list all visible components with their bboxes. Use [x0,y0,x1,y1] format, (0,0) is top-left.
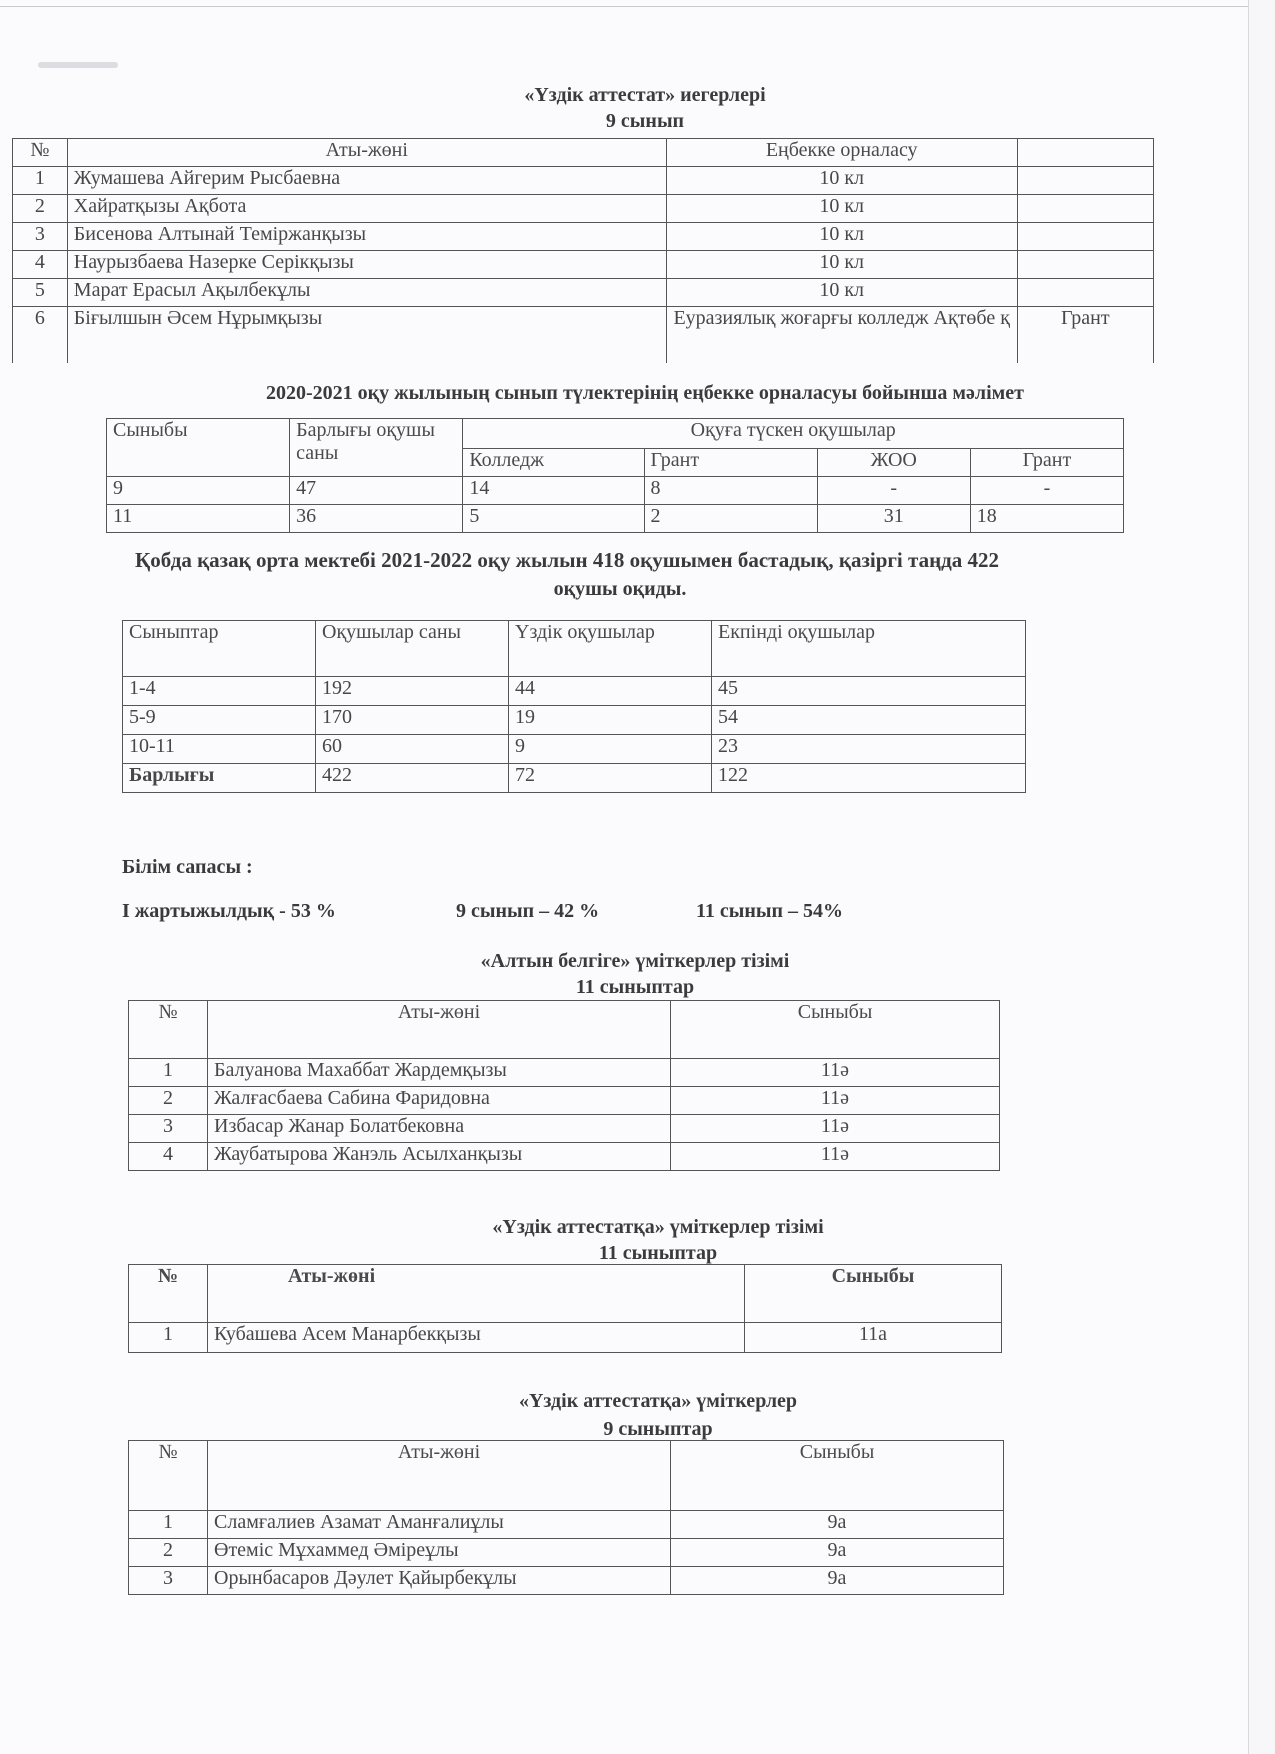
table-honors-9 [12,138,1154,363]
cell-number: 1 [129,1323,208,1353]
enrollment-statement-line1: Қобда қазақ орта мектебі 2021-2022 оқу жылын 418 оқушымен бастадық, қазіргі таңда 422 [135,548,1000,572]
cell-name: Избасар Жанар Болатбековна [208,1115,671,1143]
table-header-row [129,1265,1002,1323]
col-name-header: Аты-жөні [208,1441,671,1511]
table-enrollment-2021-2022 [122,620,1026,793]
cell-grant1: 8 [644,477,817,505]
table-row [129,1115,1000,1143]
col-number-header: № [129,1001,208,1059]
cell-name: Бiғылшын Әсем Нұрымқызы [67,307,666,363]
cell-total: 36 [290,505,463,533]
table-row [107,505,1124,533]
cell-class: 9а [671,1511,1004,1539]
cell-students: 170 [316,706,509,735]
section6-title: «Үздік аттестатқа» үміткерлер тізімі [492,1216,824,1238]
cell-grant2: 18 [970,505,1123,533]
quality-semester: I жартыжылдық - 53 % [122,900,336,922]
cell-extra [1017,167,1153,195]
cell-class: 11ә [671,1087,1000,1115]
table-honors-candidates-9 [128,1440,1004,1595]
table-row [129,1059,1000,1087]
col-placement-header: Еңбекке орналасу [666,139,1017,167]
cell-class: 9а [671,1539,1004,1567]
col-grant2-header: Грант [970,449,1123,477]
cell-name: Өтеміс Мұхаммед Әміреұлы [208,1539,671,1567]
cell-number: 5 [13,279,68,307]
cell-students-total: 422 [316,764,509,793]
cell-extra [1017,223,1153,251]
cell-name: Жалғасбаева Сабина Фаридовна [208,1087,671,1115]
table-row [107,477,1124,505]
col-extra-header [1017,139,1153,167]
col-number-header: № [129,1441,208,1511]
cell-extra [1017,279,1153,307]
cell-name: Марат Ерасыл Ақылбекұлы [67,279,666,307]
cell-class: 11а [745,1323,1002,1353]
cell-number: 3 [129,1115,208,1143]
table-header-row [129,1001,1000,1059]
section2-title: 2020-2021 оқу жылының сынып түлектерінің еңбекке орналасуы бойынша мәлімет [266,382,1024,404]
cell-placement: 10 кл [666,223,1017,251]
table-header-row [107,419,1124,449]
table-row [13,251,1154,279]
col-good-header: Екпінді оқушылар [712,621,1026,677]
cell-number: 2 [129,1087,208,1115]
cell-number: 4 [13,251,68,279]
quality-label: Білім сапасы : [122,856,253,878]
table-header-row [13,139,1154,167]
table-row [13,167,1154,195]
cell-class: 11ә [671,1059,1000,1087]
cell-placement: 10 кл [666,279,1017,307]
cell-class: 11ә [671,1143,1000,1171]
cell-name: Хайратқызы Ақбота [67,195,666,223]
cell-number: 1 [13,167,68,195]
cell-excellent: 19 [509,706,712,735]
cell-college: 5 [463,505,644,533]
table-row [129,1143,1000,1171]
cell-class: 11ә [671,1115,1000,1143]
cell-extra [1017,195,1153,223]
cell-class: 9 [107,477,290,505]
cell-name: Жумашева Айгерим Рысбаевна [67,167,666,195]
cell-excellent-total: 72 [509,764,712,793]
cell-grades: 1-4 [123,677,316,706]
cell-name: Бисенова Алтынай Теміржанқызы [67,223,666,251]
table-gold-medal-candidates [128,1000,1000,1171]
table-row [13,307,1154,363]
cell-placement: 10 кл [666,251,1017,279]
scan-mark [38,62,118,68]
cell-placement: 10 кл [666,195,1017,223]
section7-title: «Үздік аттестатқа» үміткерлер [518,1390,798,1412]
col-name-header: Аты-жөні [208,1265,745,1323]
cell-grades-total: Барлығы [123,764,316,793]
table-graduates-2020-2021 [106,418,1124,533]
cell-univ: - [817,477,970,505]
col-college-header: Колледж [463,449,644,477]
cell-number: 1 [129,1059,208,1087]
cell-number: 2 [13,195,68,223]
cell-grades: 5-9 [123,706,316,735]
col-number-header: № [13,139,68,167]
table-row [129,1323,1002,1353]
table-row [13,195,1154,223]
col-class-header: Сыныбы [745,1265,1002,1323]
cell-total: 47 [290,477,463,505]
col-class-header: Сыныбы [107,419,290,477]
cell-name: Сламғалиев Азамат Аманғалиұлы [208,1511,671,1539]
table-row [129,1511,1004,1539]
col-class-header: Сыныбы [671,1441,1004,1511]
cell-good-total: 122 [712,764,1026,793]
cell-college: 14 [463,477,644,505]
top-edge-line [0,6,1248,7]
cell-name: Орынбасаров Дәулет Қайырбекұлы [208,1567,671,1595]
col-class-header: Сыныбы [671,1001,1000,1059]
section7-subtitle: 9 сыныптар [603,1418,713,1440]
cell-good: 54 [712,706,1026,735]
col-name-header: Аты-жөні [67,139,666,167]
cell-good: 45 [712,677,1026,706]
table-row [123,735,1026,764]
cell-excellent: 9 [509,735,712,764]
cell-grades: 10-11 [123,735,316,764]
table-row [123,706,1026,735]
table-row [123,677,1026,706]
col-excellent-header: Үздік оқушылар [509,621,712,677]
cell-grant2: - [970,477,1123,505]
col-total-header: Барлығы оқушы саны [290,419,463,477]
enrollment-statement-line2: оқушы оқиды. [553,578,687,600]
table-header-row [123,621,1026,677]
table-total-row [123,764,1026,793]
cell-students: 60 [316,735,509,764]
cell-class: 9а [671,1567,1004,1595]
cell-univ: 31 [817,505,970,533]
cell-number: 1 [129,1511,208,1539]
cell-name: Наурызбаева Назерке Серікқызы [67,251,666,279]
col-admitted-group-header: Оқуға түскен оқушылар [463,419,1124,449]
cell-placement: Еуразиялық жоғарғы колледж Ақтөбе қ [666,307,1017,363]
table-row [13,279,1154,307]
table-row [13,223,1154,251]
section1-title: «Үздік аттестат» иегерлері [524,84,766,106]
cell-number: 4 [129,1143,208,1171]
col-students-header: Оқушылар саны [316,621,509,677]
section6-subtitle: 11 сыныптар [598,1242,718,1264]
cell-excellent: 44 [509,677,712,706]
cell-good: 23 [712,735,1026,764]
table-row [129,1087,1000,1115]
cell-name: Жаубатырова Жанэль Асылханқызы [208,1143,671,1171]
section1-subtitle: 9 сынып [605,110,685,132]
col-number-header: № [129,1265,208,1323]
col-grades-header: Сыныптар [123,621,316,677]
cell-number: 2 [129,1539,208,1567]
table-honors-candidates-11 [128,1264,1002,1353]
table-row [129,1567,1004,1595]
quality-grade9: 9 сынып – 42 % [456,900,600,922]
cell-number: 3 [129,1567,208,1595]
cell-students: 192 [316,677,509,706]
table-row [129,1539,1004,1567]
table-header-row [129,1441,1004,1511]
cell-number: 3 [13,223,68,251]
col-grant1-header: Грант [644,449,817,477]
cell-extra: Грант [1017,307,1153,363]
cell-name: Кубашева Асем Манарбекқызы [208,1323,745,1353]
col-name-header: Аты-жөні [208,1001,671,1059]
cell-extra [1017,251,1153,279]
cell-placement: 10 кл [666,167,1017,195]
section5-title: «Алтын белгіге» үміткерлер тізімі [480,950,790,972]
cell-grant1: 2 [644,505,817,533]
section5-subtitle: 11 сыныптар [575,976,695,998]
col-univ-header: ЖОО [817,449,970,477]
cell-class: 11 [107,505,290,533]
cell-name: Балуанова Махаббат Жардемқызы [208,1059,671,1087]
quality-grade11: 11 сынып – 54% [696,900,844,922]
cell-number: 6 [13,307,68,363]
